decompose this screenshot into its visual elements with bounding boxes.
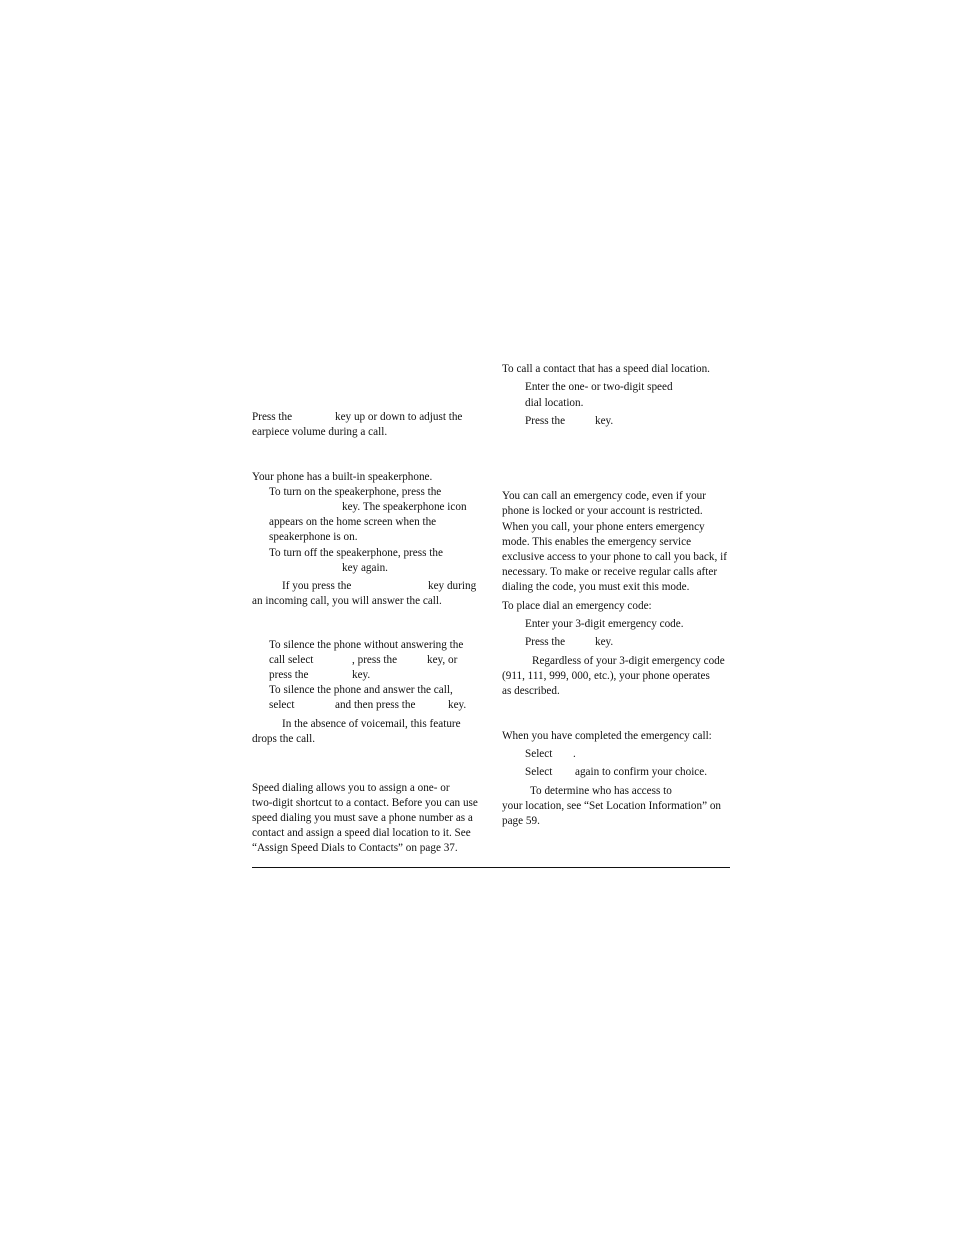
silence-answer-2c: key. xyxy=(448,699,467,711)
speed-dial-5: “Assign Speed Dials to Contacts” on page 37. xyxy=(252,842,458,854)
silence-answer-2a: select xyxy=(269,699,295,711)
emergency-note-2: (911, 111, 999, 000, etc.), your phone operates xyxy=(502,670,710,682)
emergency-2: phone is locked or your account is restricted. xyxy=(502,505,703,517)
emergency-step2-a: Press the xyxy=(525,636,566,648)
speed-call-step2-b: key. xyxy=(595,415,614,427)
silence-answer-1: To silence the phone and answer the call, xyxy=(269,684,453,696)
voicemail-note-1: In the absence of voicemail, this feature xyxy=(282,718,461,730)
volume-text-2: earpiece volume during a call. xyxy=(252,426,388,438)
emergency-note-3: as described. xyxy=(502,685,560,697)
speakerphone-on-3: appears on the home screen when the xyxy=(269,516,437,528)
emergency-4: mode. This enables the emergency service xyxy=(502,536,692,548)
location-note-1: To determine who has access to xyxy=(530,785,672,797)
emergency-step1: Enter your 3-digit emergency code. xyxy=(525,618,684,630)
speakerphone-on-2: key. The speakerphone icon xyxy=(342,501,467,513)
exit-step2-b: again to confirm your choice. xyxy=(575,766,708,778)
voicemail-note-2: drops the call. xyxy=(252,733,316,745)
speed-dial-1: Speed dialing allows you to assign a one- or xyxy=(252,782,450,794)
location-note-3: page 59. xyxy=(502,815,540,827)
volume-text-1b: key up or down to adjust the xyxy=(335,411,463,423)
footer-rule xyxy=(252,867,730,868)
silence-3a: press the xyxy=(269,669,309,681)
emergency-6: necessary. To make or receive regular calls after xyxy=(502,566,718,578)
silence-1: To silence the phone without answering the xyxy=(269,639,464,651)
emergency-5: exclusive access to your phone to call you back, if xyxy=(502,551,727,563)
speed-call-step2-a: Press the xyxy=(525,415,566,427)
speakerphone-on-1: To turn on the speakerphone, press the xyxy=(269,486,442,498)
speakerphone-off-2: key again. xyxy=(342,562,388,574)
speed-call-intro: To call a contact that has a speed dial location. xyxy=(502,363,710,375)
silence-2b: , press the xyxy=(352,654,398,666)
speakerphone-note-1a: If you press the xyxy=(282,580,352,592)
exit-step1-a: Select xyxy=(525,748,553,760)
speed-dial-2: two-digit shortcut to a contact. Before you can use xyxy=(252,797,478,809)
silence-answer-2b: and then press the xyxy=(335,699,416,711)
speakerphone-on-4: speakerphone is on. xyxy=(269,531,358,543)
emergency-7: dialing the code, you must exit this mode. xyxy=(502,581,690,593)
emergency-note-1: Regardless of your 3-digit emergency code xyxy=(532,655,725,667)
exit-step1-b: . xyxy=(573,748,576,760)
exit-intro: When you have completed the emergency call: xyxy=(502,730,712,742)
speakerphone-note-2: an incoming call, you will answer the call. xyxy=(252,595,442,607)
speakerphone-off-1: To turn off the speakerphone, press the xyxy=(269,547,443,559)
speed-dial-3: speed dialing you must save a phone number as a xyxy=(252,812,473,824)
silence-2a: call select xyxy=(269,654,314,666)
emergency-step2-b: key. xyxy=(595,636,614,648)
speed-call-step1-1: Enter the one- or two-digit speed xyxy=(525,381,673,393)
location-note-2: your location, see “Set Location Information” on xyxy=(502,800,722,812)
exit-step2-a: Select xyxy=(525,766,553,778)
speed-dial-4: contact and assign a speed dial location to it. See xyxy=(252,827,471,839)
silence-3b: key. xyxy=(352,669,371,681)
silence-2c: key, or xyxy=(427,654,458,666)
emergency-place-intro: To place dial an emergency code: xyxy=(502,600,652,612)
speakerphone-note-1b: key during xyxy=(428,580,477,592)
emergency-3: When you call, your phone enters emergency xyxy=(502,521,705,533)
speed-call-step1-2: dial location. xyxy=(525,397,584,409)
speakerphone-intro: Your phone has a built-in speakerphone. xyxy=(252,471,433,483)
emergency-1: You can call an emergency code, even if your xyxy=(502,490,706,502)
volume-text-1a: Press the xyxy=(252,411,293,423)
